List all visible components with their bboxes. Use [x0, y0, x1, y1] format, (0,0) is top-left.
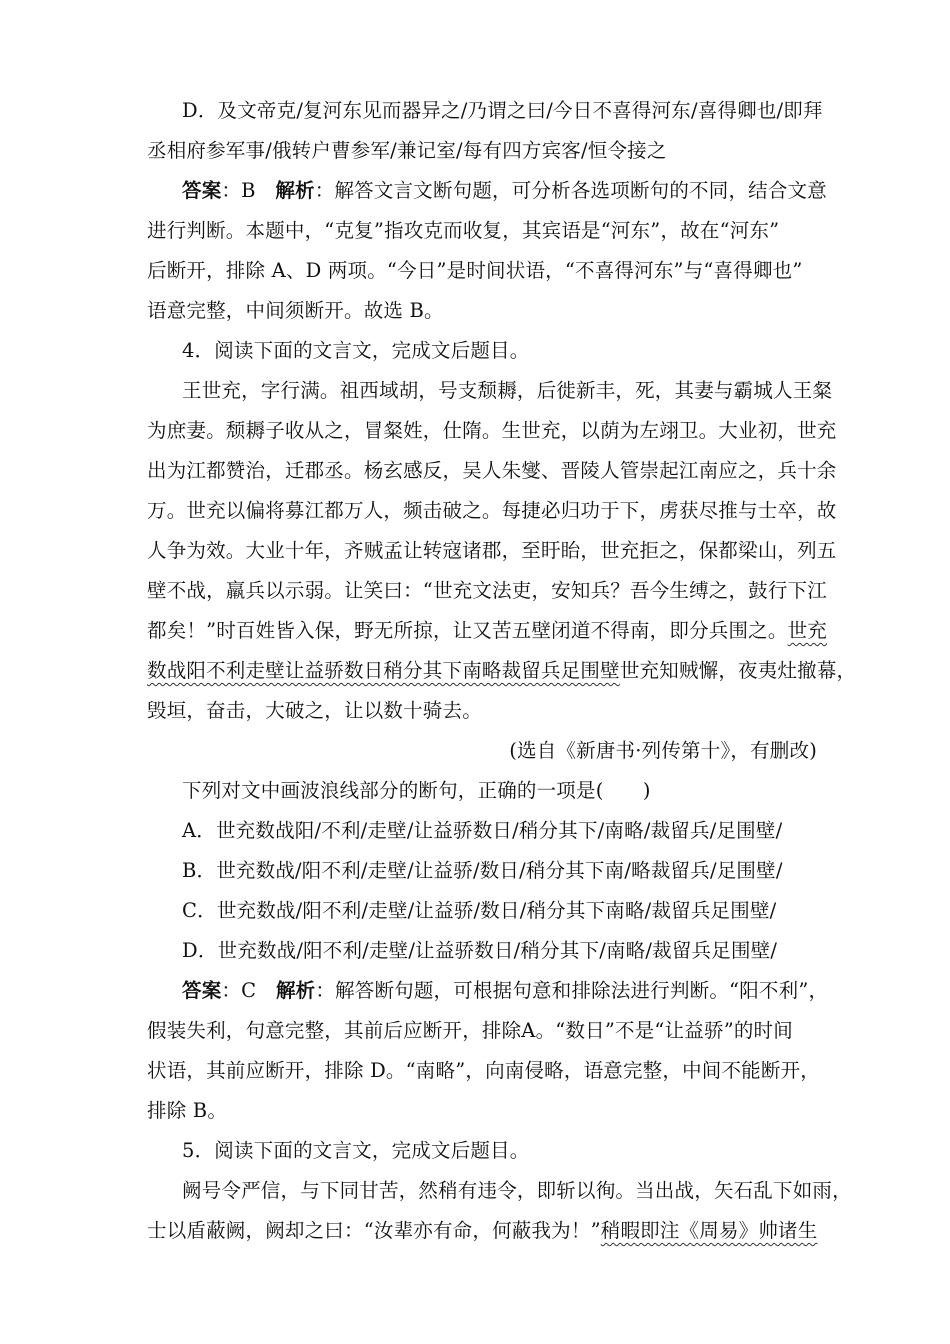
- option-c: C．世充数战/阳不利/走壁/让益骄/数日/稍分其下南略/裁留兵足围壁/: [182, 899, 777, 922]
- answer-4-line-3: 状语，其前应断开，排除 D。“南略”，向南侵略，语意完整，中间不能断开，: [147, 1059, 820, 1082]
- wavy-underlined-text: 稍暇即注《周易》帅诸生: [600, 1219, 818, 1242]
- option-a: A．世充数战阳/不利/走壁/让益骄数日/稍分其下/南略/裁留兵/足围壁/: [182, 819, 783, 842]
- option-b: B．世充数战/阳不利/走壁/让益骄/数日/稍分其下南/略裁留兵/足围壁/: [182, 859, 783, 882]
- answer-3-line-2: 进行判断。本题中，“克复”指攻克而收复，其宾语是“河东”，故在“河东”: [147, 219, 780, 242]
- answer-4-line-4: 排除 B。: [147, 1099, 228, 1122]
- question-4-prompt: 下列对文中画波浪线部分的断句，正确的一项是( ): [182, 779, 651, 802]
- answer-choice: ：C: [221, 979, 276, 1002]
- analysis-text: ：解答断句题，可根据句意和排除法进行判断。“阳不利”，: [315, 979, 829, 1002]
- question-5-heading: 5．阅读下面的文言文，完成文后题目。: [182, 1139, 530, 1162]
- passage-4-line-1: 王世充，字行满。祖西域胡，号支颓耨，后徙新丰，死，其妻与霸城人王粲: [182, 379, 833, 402]
- answer-3-line-4: 语意完整，中间须断开。故选 B。: [147, 299, 444, 322]
- answer-label: 答案: [182, 179, 222, 202]
- wavy-underlined-text: 数战阳不利走壁让益骄数日稍分其下南略裁留兵足围壁: [147, 659, 620, 682]
- passage-4-line-9: 毁垣，奋击，大破之，让以数十骑去。: [147, 699, 482, 722]
- answer-3-line-3: 后断开，排除 A、D 两项。“今日”是时间状语，“不喜得河东”与“喜得卿也”: [147, 259, 803, 282]
- passage-5-line-2: [147, 1216, 950, 1246]
- wavy-underlined-text: 世充: [787, 619, 827, 642]
- passage-5-line-1: 阙号令严信，与下同甘苦，然稍有违令，即斩以徇。当出战，矢石乱下如雨，: [182, 1179, 852, 1202]
- passage-4-line-3: 出为江都赞治，迁郡丞。杨玄感反，吴人朱燮、晋陵人管崇起江南应之，兵十余: [147, 459, 837, 482]
- passage-4-line-8: [147, 656, 950, 686]
- option-d-line-2: 丞相府参军事/俄转户曹参军/兼记室/每有四方宾客/恒令接之: [147, 139, 667, 162]
- passage-4-line-6: 壁不战，羸兵以示弱。让笑曰：“世充文法吏，安知兵？吾今生缚之，鼓行下江: [147, 579, 827, 602]
- passage-4-line-4: 万。世充以偏将募江都万人，频击破之。每捷必归功于下，虏获尽推与士卒，故: [147, 499, 837, 522]
- passage-text: 都矣！”时百姓皆入保，野无所掠，让又苦五壁闭道不得南，即分兵围之。: [147, 619, 788, 642]
- passage-4-line-2: 为庶妻。颓耨子收从之，冒粲姓，仕隋。生世充，以荫为左翊卫。大业初，世充: [147, 419, 837, 442]
- passage-4-source: (选自《新唐书·列传第十》，有删改): [509, 739, 817, 762]
- passage-text: 士以盾蔽阙，阙却之曰：“汝辈亦有命，何蔽我为！”: [147, 1219, 601, 1242]
- passage-text: 世充知贼懈，夜夷灶撤幕，: [619, 659, 857, 682]
- answer-4-line-2: 假装失利，句意完整，其前后应断开，排除A。“数日”不是“让益骄”的时间: [147, 1019, 793, 1042]
- answer-4-line-1: [182, 976, 950, 1006]
- analysis-text: ：解答文言文断句题，可分析各选项断句的不同，结合文意: [314, 179, 827, 202]
- option-d: D．世充数战/阳不利/走壁/让益骄数日/稍分其下/南略/裁留兵足围壁/: [182, 939, 778, 962]
- question-4-heading: 4．阅读下面的文言文，完成文后题目。: [182, 339, 530, 362]
- passage-4-line-7: [147, 616, 950, 646]
- answer-choice: ：B: [221, 179, 276, 202]
- answer-label: 答案: [182, 979, 222, 1002]
- option-d-line-1: D．及文帝克/复河东见而器异之/乃谓之曰/今日不喜得河东/喜得卿也/即拜: [182, 99, 823, 122]
- answer-3-line-1: [182, 176, 950, 206]
- analysis-label: 解析: [275, 179, 315, 202]
- passage-4-line-5: 人争为效。大业十年，齐贼孟让转寇诸郡，至盱眙，世充拒之，保都梁山，列五: [147, 539, 837, 562]
- analysis-label: 解析: [275, 979, 316, 1002]
